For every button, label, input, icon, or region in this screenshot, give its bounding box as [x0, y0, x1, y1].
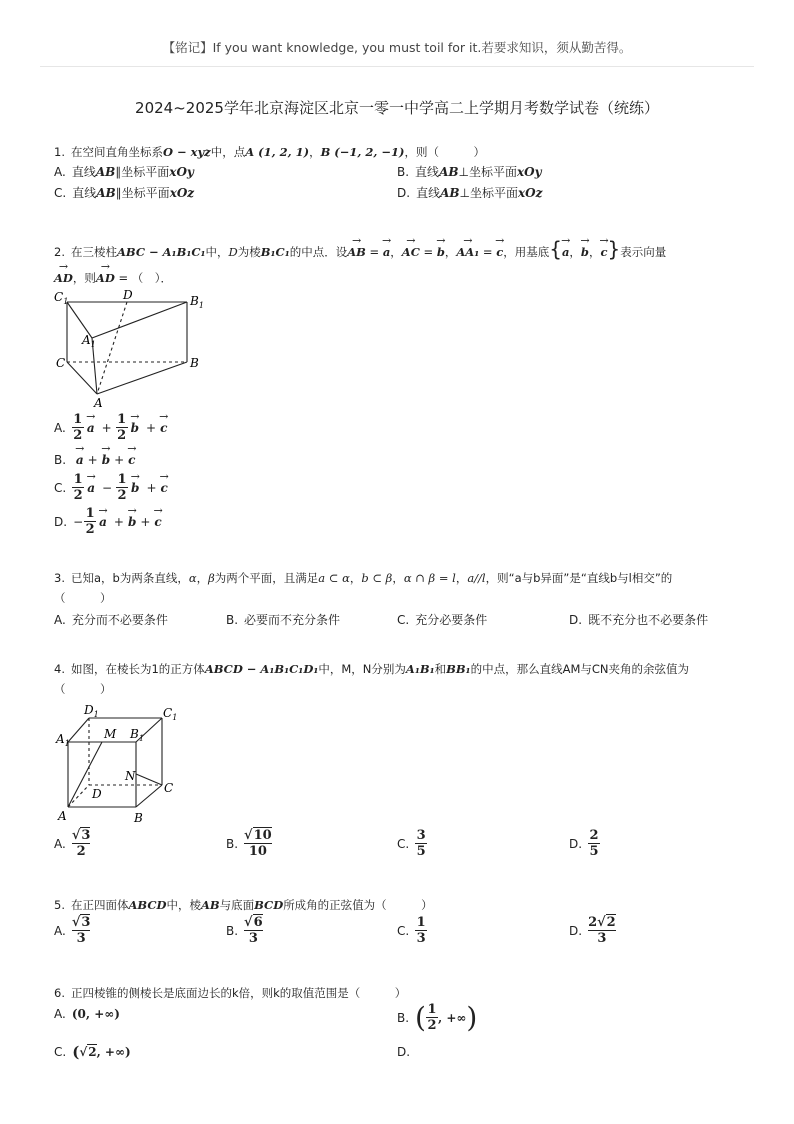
- label-a1: $A_1$: [82, 333, 96, 349]
- question-1: 1. 在空间直角坐标系O − xyz中，点A (1, 2, 1)，B (−1, 2, −1)，则（ ）: [54, 145, 485, 159]
- label-b1: $B_1$: [190, 294, 204, 310]
- label-b1: $B_1$: [130, 727, 144, 743]
- label-d: D: [123, 288, 133, 302]
- label-a1: $A_1$: [56, 732, 70, 748]
- question-2-cont: → AD，则→ AD = （ ）．: [54, 270, 172, 286]
- label-d1: $D_1$: [84, 703, 99, 719]
- q3-option-d[interactable]: D. 既不充分也不必要条件: [569, 613, 709, 627]
- q1-option-c[interactable]: C. 直线AB∥坐标平面xOz: [54, 186, 195, 200]
- q2-option-d[interactable]: D. − $\frac{1}{2}$ → a + → b + → c: [54, 506, 162, 537]
- q2-option-c[interactable]: C. $\frac{1}{2}$ → a − $\frac{1}{2}$ → b + → c: [54, 472, 168, 503]
- q5-option-c[interactable]: C. $\frac{1}{3}$: [397, 915, 426, 946]
- label-a: A: [94, 396, 103, 408]
- q5-option-a[interactable]: A. $\frac{√3}{3}$: [54, 915, 91, 946]
- label-m: M: [104, 727, 117, 741]
- q1-option-a[interactable]: A. 直线AB∥坐标平面xOy: [54, 165, 194, 179]
- cube-figure: [52, 700, 192, 826]
- label-b: B: [134, 811, 143, 825]
- divider: [40, 66, 754, 67]
- question-4: 4. 如图，在棱长为1的正方体ABCD − A₁B₁C₁D₁中，M，N分别为A₁B₁和BB₁的中点，那么直线AM与CN夹角的余弦值为: [54, 662, 690, 676]
- label-c1: $C_1$: [54, 290, 69, 306]
- q1-option-d[interactable]: D. 直线AB⊥坐标平面xOz: [397, 186, 543, 200]
- prism-figure: [50, 286, 210, 408]
- label-a: A: [58, 809, 67, 823]
- q2-option-b[interactable]: B. → a +→ b +→ c: [54, 452, 135, 468]
- question-5: 5. 在正四面体ABCD中，棱AB与底面BCD所成角的正弦值为（ ）: [54, 898, 433, 912]
- question-3: 3. 已知a，b为两条直线，α，β为两个平面，且满足a ⊂ α，b ⊂ β，α ∩ β = l，a//l，则“a与b异面”是“直线b与l相交”的: [54, 571, 673, 585]
- label-b: B: [190, 356, 199, 370]
- q1-option-b[interactable]: B. 直线AB⊥坐标平面xOy: [397, 165, 542, 179]
- label-n: N: [125, 769, 136, 783]
- q4-option-c[interactable]: C. $\frac{3}{5}$: [397, 828, 426, 859]
- q4-option-a[interactable]: A. $\frac{√3}{2}$: [54, 828, 91, 859]
- q5-option-d[interactable]: D. $\frac{2√2}{3}$: [569, 915, 616, 946]
- motto: 【铭记】If you want knowledge, you must toil for it.若要求知识，须从勤苦得。: [162, 40, 632, 55]
- q2-option-a[interactable]: A. $\frac{1}{2}$ → a + $\frac{1}{2}$ → b + → c: [54, 412, 167, 443]
- q3-option-b[interactable]: B. 必要而不充分条件: [226, 613, 341, 627]
- question-4-cont: （ ）: [54, 682, 112, 696]
- q6-option-d[interactable]: D.: [397, 1045, 411, 1059]
- label-c: C: [56, 356, 66, 370]
- question-6: 6. 正四棱锥的侧棱长是底面边长的k倍，则k的取值范围是（ ）: [54, 986, 407, 1000]
- label-c: C: [164, 781, 174, 795]
- question-2: 2. 在三棱柱ABC − A₁B₁C₁中，D为棱B₁C₁的中点．设→ AB = → a，→ AC = → b，→ AA₁ = → c，用基底{→ a，→ b，→ c}表示向量: [54, 240, 754, 261]
- q3-option-c[interactable]: C. 充分必要条件: [397, 613, 488, 627]
- q5-option-b[interactable]: B. $\frac{√6}{3}$: [226, 915, 263, 946]
- q4-option-d[interactable]: D. $\frac{2}{5}$: [569, 828, 599, 859]
- page-title: 2024~2025学年北京海淀区北京一零一中学高二上学期月考数学试卷（统练）: [135, 99, 659, 117]
- q4-option-b[interactable]: B. $\frac{√10}{10}$: [226, 828, 272, 859]
- q6-option-a[interactable]: A. (0, +∞): [54, 1007, 120, 1021]
- label-c1: $C_1$: [163, 706, 178, 722]
- q3-option-a[interactable]: A. 充分而不必要条件: [54, 613, 168, 627]
- q6-option-c[interactable]: C. ( √2 , +∞): [54, 1043, 131, 1061]
- label-d: D: [92, 787, 102, 801]
- question-3-cont: （ ）: [54, 591, 112, 605]
- q6-option-b[interactable]: B. ( $\frac{1}{2}$ , +∞ ): [397, 1000, 478, 1034]
